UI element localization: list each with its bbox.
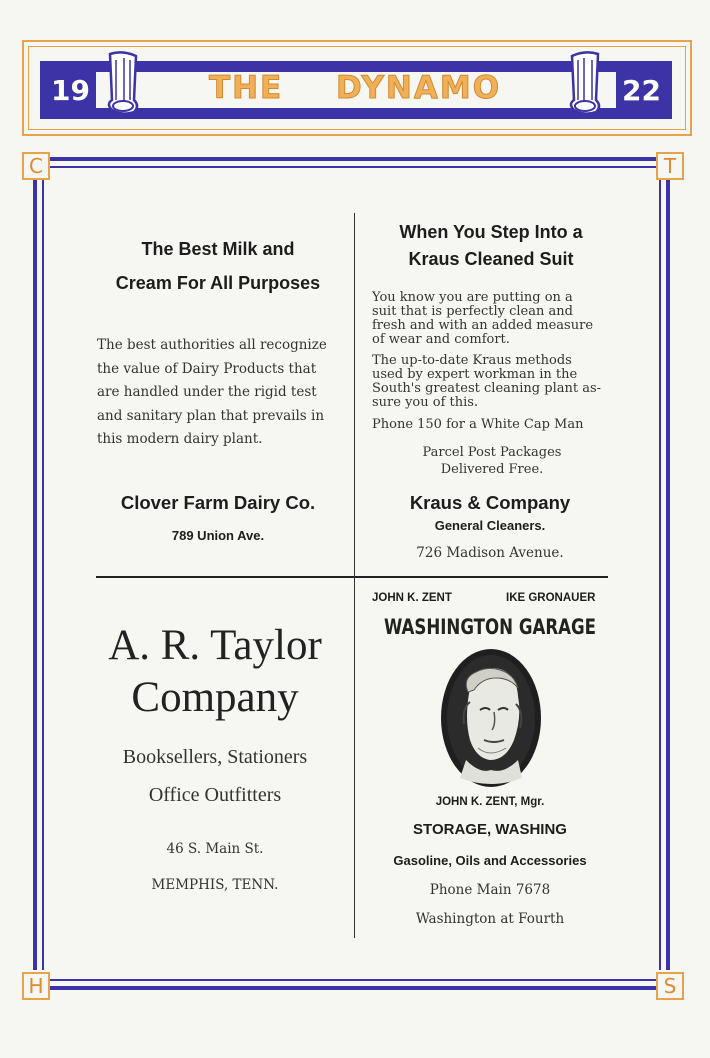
dairy-headline-1: The Best Milk and (141, 239, 295, 259)
kraus-para2-line: sure you of this. (372, 395, 479, 410)
frame-bottom-line-inner (50, 979, 656, 981)
kraus-company-name: Kraus & Company (409, 492, 571, 513)
corner-letter-top-right: T (656, 152, 684, 180)
corner-letter-bottom-left: H (22, 972, 50, 1000)
kraus-tagline: General Cleaners. (434, 518, 546, 533)
garage-products: Gasoline, Oils and Accessories (393, 853, 587, 868)
kraus-parcel (362, 444, 622, 478)
kraus-headline-2: Kraus Cleaned Suit (408, 249, 574, 269)
garage-address: Washington at Fourth (415, 911, 565, 927)
kraus-phone: Phone 150 for a White Cap Man (372, 417, 584, 432)
garage-owner-1: JOHN K. ZENT (372, 592, 452, 604)
garage-phone: Phone Main 7678 (429, 882, 551, 898)
garage-services: STORAGE, WASHING (413, 821, 567, 838)
kraus-para1-line: suit that is perfectly clean and (372, 304, 573, 319)
frame-bottom-line (50, 986, 656, 990)
kraus-paragraph-1 (372, 291, 617, 347)
dairy-ad (80, 232, 356, 300)
dairy-body-line: this modern dairy plant. (97, 431, 263, 447)
taylor-line-1: Booksellers, Stationers (122, 746, 308, 768)
dairy-body (97, 334, 347, 452)
dairy-body-line: The best authorities all recognize (97, 337, 327, 353)
vertical-divider (354, 213, 355, 938)
corner-letter-bottom-right: S (656, 972, 684, 1000)
washington-portrait-icon (440, 648, 542, 788)
kraus-headline-1: When You Step Into a (399, 222, 583, 242)
frame-left-line (33, 180, 37, 970)
frame-right-line-inner (659, 180, 661, 970)
kraus-ad-headline (356, 219, 626, 273)
taylor-city: MEMPHIS, TENN. (151, 877, 279, 893)
taylor-address: 46 S. Main St. (166, 841, 264, 857)
frame-left-line-inner (42, 180, 44, 970)
dairy-headline-2: Cream For All Purposes (115, 273, 321, 293)
kraus-para2-line: The up-to-date Kraus methods (372, 353, 572, 368)
year-right: 22 (622, 74, 661, 107)
garage-manager: JOHN K. ZENT, Mgr. (435, 796, 545, 808)
dairy-company-name: Clover Farm Dairy Co. (120, 492, 316, 513)
kraus-paragraph-2 (372, 354, 617, 410)
kraus-para2-line: South's greatest cleaning plant as- (372, 381, 602, 396)
kraus-parcel-line-2: Delivered Free. (440, 462, 544, 477)
garage-owner-2: IKE GRONAUER (506, 592, 596, 604)
publication-title: THE DYNAMO (208, 70, 502, 106)
kraus-para2-line: used by expert workman in the (372, 367, 578, 382)
kraus-para1-line: of wear and comfort. (372, 332, 510, 347)
kraus-address: 726 Madison Avenue. (416, 545, 564, 561)
corner-letter-top-left: C (22, 152, 50, 180)
dairy-body-line: are handled under the rigid test (97, 384, 317, 400)
kraus-para1-line: fresh and with an added measure (372, 318, 594, 333)
frame-right-line (666, 180, 670, 970)
garage-title: WASHINGTON GARAGE (383, 615, 597, 639)
horizontal-divider (96, 576, 608, 578)
dairy-body-line: the value of Dairy Products that (97, 360, 317, 377)
dairy-address: 789 Union Ave. (171, 528, 265, 543)
kraus-para1-line: You know you are putting on a (372, 290, 573, 305)
taylor-company-name (80, 620, 350, 724)
taylor-name-line-1: A. R. Taylor (108, 622, 322, 669)
frame-top-line-inner (50, 166, 656, 168)
taylor-name-line-2: Company (131, 674, 299, 721)
kraus-parcel-line-1: Parcel Post Packages (422, 445, 562, 460)
taylor-line-2: Office Outfitters (148, 784, 282, 806)
year-left: 19 (51, 74, 90, 107)
dairy-body-line: and sanitary plan that prevails in (97, 407, 325, 424)
frame-top-line (50, 157, 656, 161)
